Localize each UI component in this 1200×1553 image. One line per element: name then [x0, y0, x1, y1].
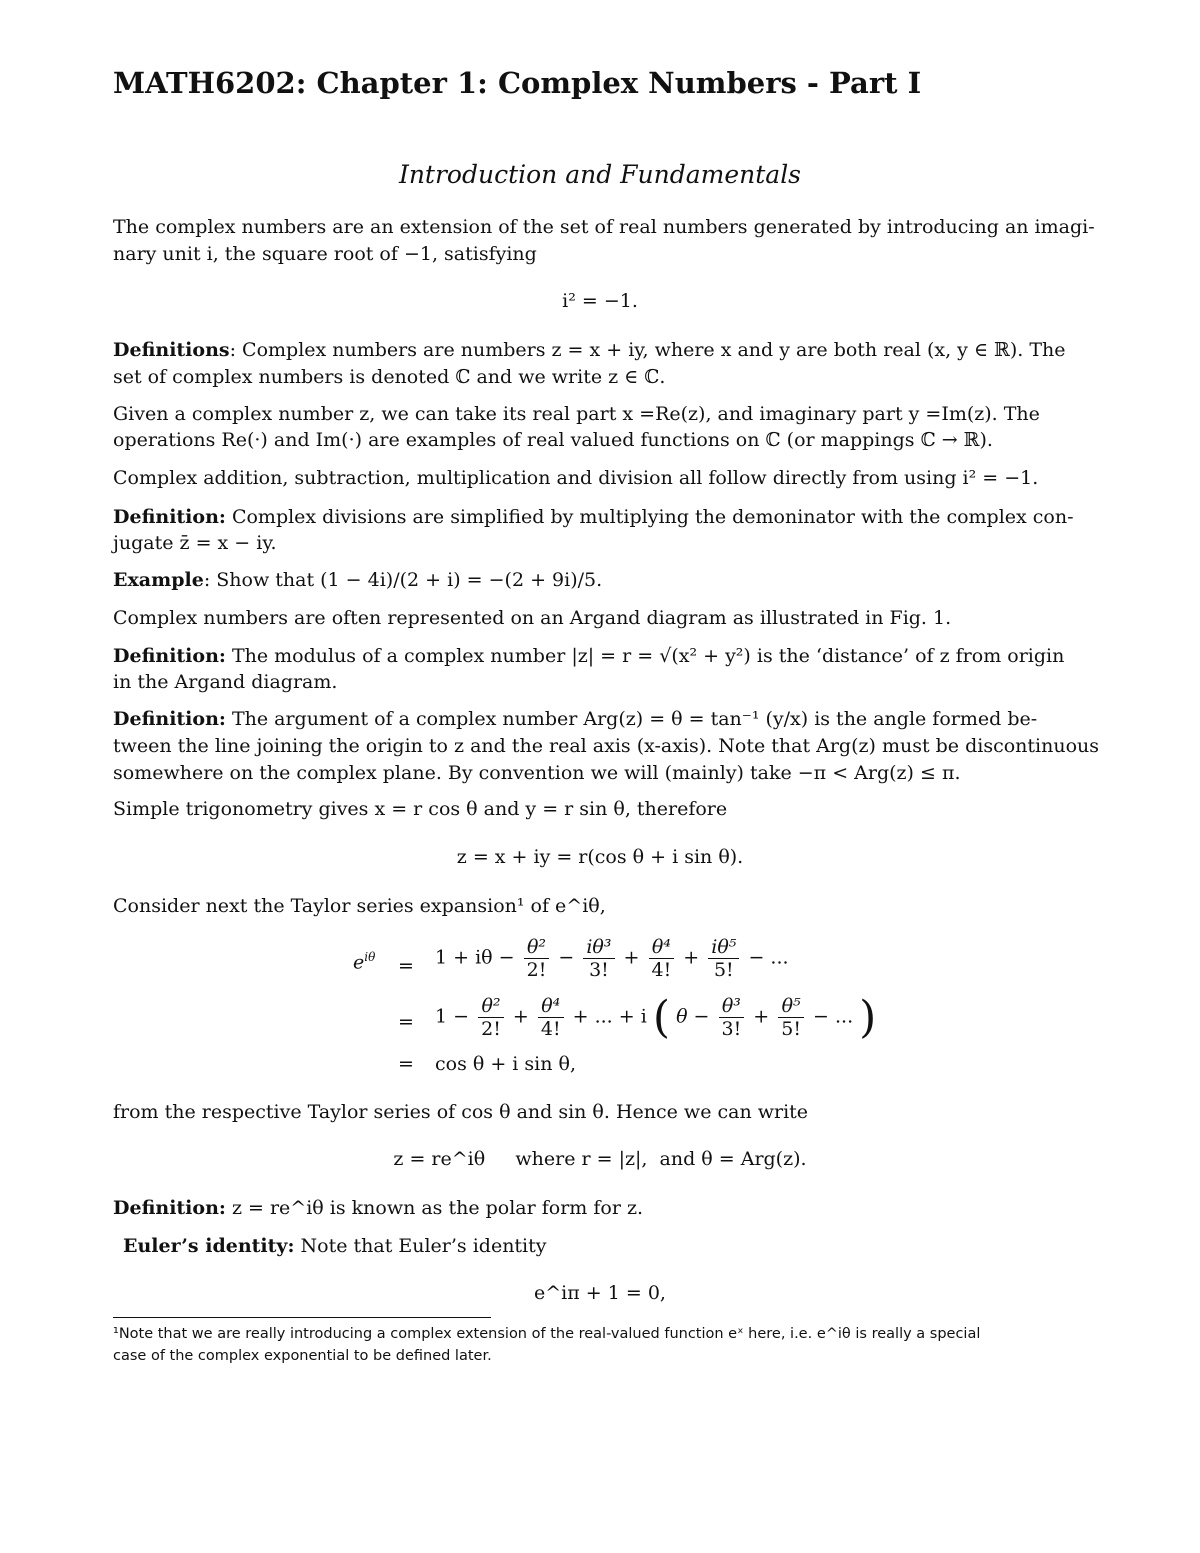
fraction [478, 995, 504, 1040]
definitions-line-2: set of complex numbers is denoted ℂ and we write z ∈ ℂ. [113, 366, 666, 388]
section-subtitle: Introduction and Fundamentals [398, 160, 802, 189]
row2-tail: − ... [813, 1005, 854, 1028]
denominator: 5! [778, 1017, 804, 1040]
taylor-row-2 [435, 992, 876, 1043]
taylor-line: Consider next the Taylor series expansion¹ of e^iθ, [113, 895, 606, 917]
equation-polar: z = re^iθ where r = |z|, and θ = Arg(z). [393, 1148, 807, 1170]
taylor-eq-sign-2: = [398, 1011, 414, 1033]
argument-line-3: somewhere on the complex plane. By convention we will (mainly) take −π < Arg(z) ≤ π. [113, 762, 961, 784]
operator: + [623, 946, 640, 969]
fraction [778, 995, 804, 1040]
argument-line-2: tween the line joining the origin to z and the real axis (x-axis). Note that Arg(z) must be discontinuous [113, 735, 1100, 757]
numerator: θ⁴ [651, 936, 671, 958]
equation-trig-form: z = x + iy = r(cos θ + i sin θ). [456, 846, 744, 868]
fraction [524, 936, 550, 981]
numerator: iθ³ [586, 936, 612, 958]
footnote-line-1: ¹Note that we are really introducing a complex extension of the real-valued function eˣ here, i.e. e^iθ is really a special [113, 1326, 981, 1342]
example-line [113, 567, 1060, 593]
euler-line [123, 1233, 1060, 1259]
right-paren: ) [859, 992, 877, 1043]
fraction [649, 936, 675, 981]
denominator: 2! [478, 1017, 504, 1040]
footnote-rule [113, 1317, 491, 1318]
denominator: 2! [524, 958, 550, 981]
euler-text: Note that Euler’s identity [294, 1235, 547, 1257]
realpart-line-2: operations Re(·) and Im(·) are examples of real valued functions on ℂ (or mappings ℂ → ℝ). [113, 429, 993, 451]
fraction [583, 936, 614, 981]
taylor-eq-sign-1: = [398, 955, 414, 977]
euler-label: Euler’s identity: [123, 1235, 295, 1257]
denominator: 3! [583, 958, 614, 981]
numerator: θ² [481, 995, 501, 1017]
trig-line: Simple trigonometry gives x = r cos θ and y = r sin θ, therefore [113, 798, 728, 820]
modulus-text: The modulus of a complex number |z| = r = √(x² + y²) is the ‘distance’ of z from origin [225, 645, 1065, 667]
numerator: θ² [526, 936, 546, 958]
respective-line: from the respective Taylor series of cos θ and sin θ. Hence we can write [113, 1101, 809, 1123]
argument-line-1 [113, 706, 1060, 732]
intro-line-2: nary unit i, the square root of −1, satisfying [113, 243, 537, 265]
operator: + [683, 946, 700, 969]
polar-text: z = re^iθ is known as the polar form for z. [225, 1197, 644, 1219]
modulus-line-1 [113, 643, 1065, 669]
denominator: 5! [708, 958, 739, 981]
taylor-lhs-sup: iθ [364, 950, 376, 964]
fraction [708, 936, 739, 981]
fraction [719, 995, 745, 1040]
intro-line-1: The complex numbers are an extension of the set of real numbers generated by introducing an imagi- [113, 216, 1095, 238]
equation-i-squared: i² = −1. [562, 290, 638, 312]
denominator: 4! [538, 1017, 564, 1040]
taylor-eq-sign-3: = [398, 1053, 414, 1075]
taylor-lhs [353, 950, 375, 973]
realpart-line-1: Given a complex number z, we can take its real part x =Re(z), and imaginary part y =Im(z). The [113, 403, 1040, 425]
taylor-row-1 [435, 936, 789, 981]
conjugate-text: Complex divisions are simplified by multiplying the demoninator with the complex con- [225, 506, 1074, 528]
numerator: iθ⁵ [711, 936, 737, 958]
footnote-line-2: case of the complex exponential to be defined later. [113, 1348, 492, 1364]
row2-theta: θ − [676, 1005, 710, 1028]
equation-euler: e^iπ + 1 = 0, [534, 1282, 666, 1304]
conjugate-line-2: jugate z̄ = x − iy. [113, 532, 277, 554]
taylor-row-3: cos θ + i sin θ, [435, 1053, 577, 1075]
example-label: Example [113, 569, 204, 591]
polar-label: Definition: [113, 1197, 226, 1219]
definitions-label: Definitions [113, 339, 230, 361]
denominator: 3! [719, 1017, 745, 1040]
numerator: θ⁴ [541, 995, 561, 1017]
modulus-label: Definition: [113, 645, 226, 667]
taylor-lhs-base: e [353, 951, 365, 974]
definitions-text: : Complex numbers are numbers z = x + iy, where x and y are both real (x, y ∈ ℝ). The [229, 339, 1066, 361]
conjugate-label: Definition: [113, 506, 226, 528]
operator: + [512, 1005, 529, 1028]
operator: + [753, 1005, 770, 1028]
argand-line: Complex numbers are often represented on an Argand diagram as illustrated in Fig. 1. [113, 607, 952, 629]
polar-definition-line [113, 1195, 1060, 1221]
row2-term: 1 − [435, 1005, 470, 1028]
row1-tail: − ... [748, 946, 789, 969]
example-text: : Show that (1 − 4i)/(2 + i) = −(2 + 9i)/5. [203, 569, 603, 591]
page-title: MATH6202: Chapter 1: Complex Numbers - Part I [113, 66, 922, 100]
operator: + ... + i [572, 1005, 647, 1028]
argument-text: The argument of a complex number Arg(z) = θ = tan⁻¹ (y/x) is the angle formed be- [225, 708, 1038, 730]
operator: − [558, 946, 575, 969]
conjugate-line-1 [113, 504, 1074, 530]
numerator: θ³ [721, 995, 741, 1017]
definitions-line-1 [113, 337, 1066, 363]
argument-label: Definition: [113, 708, 226, 730]
arithmetic-line: Complex addition, subtraction, multiplication and division all follow directly from using i² = −1. [113, 467, 1039, 489]
denominator: 4! [649, 958, 675, 981]
row1-term: 1 + iθ − [435, 946, 515, 969]
numerator: θ⁵ [781, 995, 801, 1017]
modulus-line-2: in the Argand diagram. [113, 671, 338, 693]
fraction [538, 995, 564, 1040]
left-paren: ( [652, 992, 671, 1043]
